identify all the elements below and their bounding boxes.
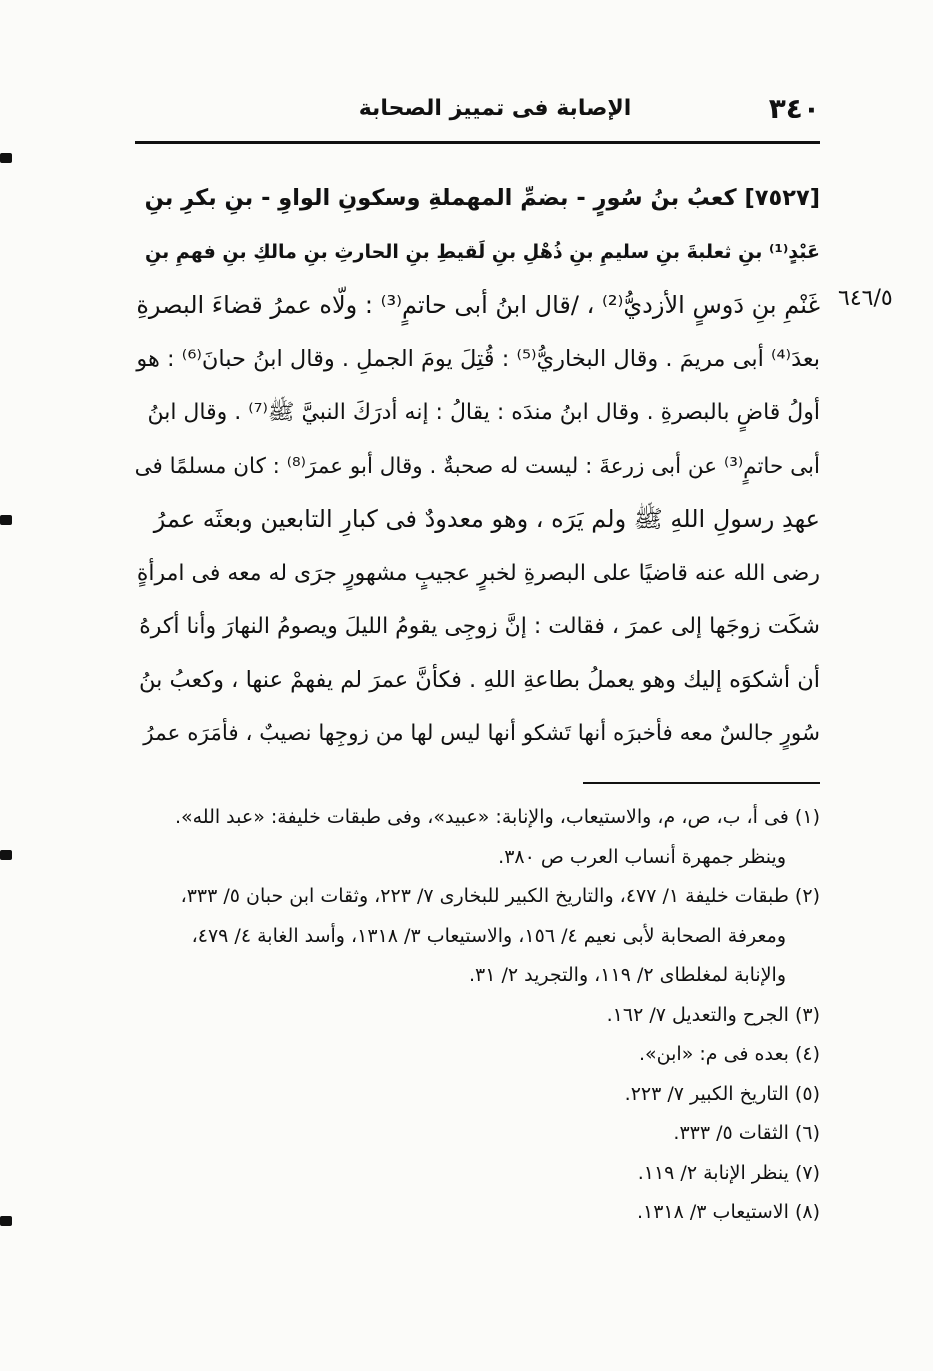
footnote-line: ومعرفة الصحابة لأبى نعيم ٤/ ١٥٦، والاستيعاب ٣/ ١٣١٨، وأسد الغابة ٤/ ٤٧٩،	[191, 924, 786, 947]
page-number: ٣٤٠	[768, 92, 820, 125]
scan-binding-mark	[0, 1216, 12, 1226]
scan-binding-mark	[0, 153, 12, 163]
footnote-line: (٤) بعده فى م: «ابن».	[639, 1043, 820, 1065]
entry-body	[135, 172, 820, 761]
body-line: [٧٥٢٧] كعبُ بنُ سُورٍ - بضمِّ المهملةِ وسكونِ الواوِ - بنِ بكرِ بنِ	[144, 185, 820, 211]
body-line: أن أشكوَه إليك وهو يعملُ بطاعةِ اللهِ . فكأنَّ عمرَ لم يفهمْ عنها ، وكعبُ بنُ	[138, 666, 820, 693]
scan-binding-mark	[0, 515, 12, 525]
body-line: عَبْدٍ⁽¹⁾ بنِ ثعلبةَ بنِ سليمِ بنِ ذُهْلِ بنِ لَقيطِ بنِ الحارثِ بنِ مالكِ بنِ فهمِ بنِ	[145, 240, 820, 263]
body-line: شكَت زوجَها إلى عمرَ ، فقالت : إنَّ زوجِى يقومُ الليلَ ويصومُ النهارَ وأنا أكرهُ	[139, 614, 820, 639]
body-line: سُورٍ جالسٌ معه فأخبرَه أنها تَشكو أنها ليس لها من زوجِها نصيبٌ ، فأمَرَه عمرُ	[143, 721, 820, 746]
scan-binding-mark	[0, 850, 12, 860]
body-line: بعدَ⁽⁴⁾ أبى مريمَ . وقال البخاريُّ⁽⁵⁾ : قُتِلَ يومَ الجملِ . وقال ابنُ حبانَ⁽⁶⁾ : هو	[136, 345, 820, 372]
footnote-line: (١) فى أ، ب، ص، م، والاستيعاب، والإنابة: «عبيد»، وفى طبقات خليفة: «عبد الله».	[174, 806, 820, 828]
header-rule	[135, 141, 820, 144]
footnote-line: (٦) الثقات ٥/ ٣٣٣.	[673, 1122, 820, 1144]
footnote-line: (٧) ينظر الإنابة ٢/ ١١٩.	[637, 1161, 820, 1184]
body-line: عهدِ رسولِ اللهِ ﷺ ولم يَرَه ، وهو معدودٌ فى كبارِ التابعين وبعثَه عمرُ	[153, 505, 820, 533]
page-header	[135, 92, 820, 136]
body-line: رضى الله عنه قاضيًا على البصرةِ لخبرٍ عجيبٍ مشهورٍ جرَى له معه فى امرأةٍ	[136, 560, 820, 586]
footnote-line: (٢) طبقات خليفة ١/ ٤٧٧، والتاريخ الكبير للبخارى ٧/ ٢٢٣، وثقات ابن حبان ٥/ ٣٣٣،	[180, 885, 820, 907]
body-line: غَنْمِ بنِ دَوسٍ الأزديُّ⁽²⁾ ، /قال ابنُ أبى حاتمٍ⁽³⁾ : ولّاه عمرُ قضاءَ البصرةِ	[136, 291, 820, 319]
footnotes	[135, 798, 820, 1233]
footnote-line: والإنابة لمغلطاى ٢/ ١١٩، والتجريد ٢/ ٣١.	[468, 964, 786, 986]
footnote-line: (٨) الاستيعاب ٣/ ١٣١٨.	[636, 1201, 820, 1223]
footnote-line: وينظر جمهرة أنساب العرب ص ٣٨٠.	[498, 845, 786, 868]
body-line: أبى حاتمٍ⁽³⁾ عن أبى زرعةَ : ليست له صحبةٌ . وقال أبو عمرَ⁽⁸⁾ : كان مسلمًا فى	[135, 453, 820, 479]
footnote-separator	[583, 782, 820, 784]
running-title: الإصابة فى تمييز الصحابة	[358, 96, 632, 121]
footnote-line: (٥) التاريخ الكبير ٧/ ٢٢٣.	[624, 1082, 820, 1105]
body-line: أولُ قاضٍ بالبصرةِ . وقال ابنُ مندَه : يقالُ : إنه أدرَكَ النبيَّ ﷺ⁽⁷⁾ . وقال ابنُ	[147, 400, 820, 425]
footnote-line: (٣) الجرح والتعديل ٧/ ١٦٢.	[606, 1003, 820, 1026]
margin-reference: ٦٤٦/٥	[838, 286, 893, 311]
